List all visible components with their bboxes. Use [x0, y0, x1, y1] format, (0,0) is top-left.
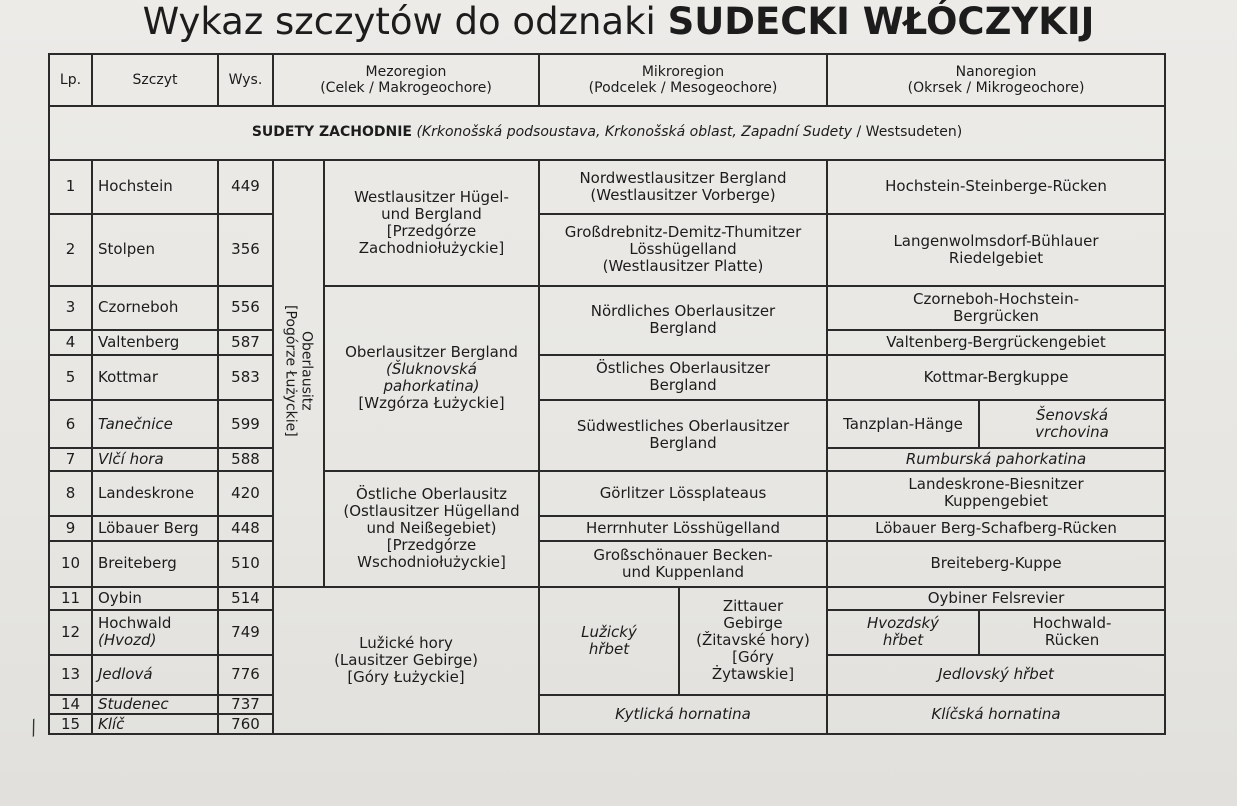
table-row — [49, 587, 1165, 610]
nano-tanzplan: Tanzplan-Hänge — [827, 400, 979, 448]
nano-klicska: Klíčská hornatina — [827, 695, 1165, 734]
mikro-gross-l3: (Westlausitzer Platte) — [602, 257, 764, 276]
nano-lang-l1: Langenwolmsdorf-Bühlauer — [893, 231, 1099, 250]
nano-hochw-l2: Rücken — [1044, 631, 1100, 650]
nano-jedlovsky: Jedlovský hřbet — [827, 655, 1165, 694]
table-row — [49, 516, 1165, 541]
nano-land-l2: Kuppengebiet — [944, 492, 1048, 511]
row-szczyt: Kottmar — [92, 355, 218, 401]
mikro-goerlitzer: Görlitzer Lössplateaus — [539, 471, 827, 517]
mezo-luz-l1: Lužické hory — [359, 633, 453, 652]
title-prefix: Wykaz szczytów do odznaki — [142, 0, 656, 43]
row-wys: 737 — [218, 695, 273, 715]
row-szczyt: Stolpen — [92, 214, 218, 287]
mikro-ostl-l2: Bergland — [649, 376, 717, 395]
row-szczyt — [92, 610, 218, 656]
row-wys: 583 — [218, 355, 273, 401]
mezo-west-l1: Westlausitzer Hügel- — [354, 187, 509, 206]
header-mezoregion-title: Mezoregion — [365, 63, 447, 80]
pen-mark: ⁄ — [26, 716, 42, 740]
table-row — [49, 214, 1165, 287]
row-szczyt: Vlčí hora — [92, 448, 218, 471]
row-lp: 3 — [49, 286, 92, 330]
nano-kottmar: Kottmar-Bergkuppe — [827, 355, 1165, 401]
row-szczyt: Klíč — [92, 714, 218, 734]
row-wys: 749 — [218, 610, 273, 656]
oberlausitz-cell — [273, 160, 324, 587]
mikro-sued-l1: Südwestliches Oberlausitzer — [576, 417, 790, 436]
row-szczyt: Jedlová — [92, 655, 218, 694]
nano-hochstein: Hochstein-Steinberge-Rücken — [827, 160, 1165, 214]
mezo-ost-l4: [Przedgórze — [386, 536, 477, 555]
mikro-kytlicka: Kytlická hornatina — [539, 695, 827, 734]
header-lp: Lp. — [49, 54, 92, 106]
header-mikroregion-title: Mikroregion — [641, 63, 725, 80]
table-row — [49, 355, 1165, 401]
row-wys: 420 — [218, 471, 273, 517]
header-wys: Wys. — [218, 54, 273, 106]
mikro-grossdrebnitz — [539, 214, 827, 287]
row-szczyt-l2: (Hvozd) — [98, 631, 157, 650]
mikro-nw-l2: (Westlausitzer Vorberge) — [590, 185, 776, 204]
mezo-luz-l3: [Góry Łużyckie] — [347, 667, 465, 686]
row-szczyt: Tanečnice — [92, 400, 218, 448]
nano-hvoz-l2: hřbet — [882, 631, 924, 650]
table-row — [49, 160, 1165, 214]
mikro-zittauer-gebirge — [679, 587, 827, 695]
mikro-nord-l1: Nördliches Oberlausitzer — [590, 302, 776, 321]
row-szczyt: Studenec — [92, 695, 218, 715]
header-szczyt: Szczyt — [92, 54, 218, 106]
nano-lang-l2: Riedelgebiet — [948, 248, 1044, 267]
mikro-zitt-l5: Żytawskie] — [711, 665, 795, 684]
row-wys: 587 — [218, 330, 273, 355]
band-rest: / Westsudeten) — [856, 124, 963, 141]
mikro-zitt-l4: [Góry — [732, 648, 774, 667]
mikro-nordwestlausitzer — [539, 160, 827, 214]
row-wys: 510 — [218, 541, 273, 587]
title-badge-name: SUDECKI WŁÓCZYKIJ — [667, 0, 1095, 43]
nano-czor-l2: Bergrücken — [953, 306, 1039, 325]
row-lp: 5 — [49, 355, 92, 401]
mezo-west-l3: [Przedgórze — [386, 221, 477, 240]
header-nanoregion — [827, 54, 1165, 106]
header-row — [49, 54, 1165, 106]
row-wys: 514 — [218, 587, 273, 610]
table-row — [49, 286, 1165, 330]
mikro-gross-l1: Großdrebnitz-Demitz-Thumitzer — [564, 223, 802, 242]
mezo-ober-l1: Oberlausitzer Bergland — [345, 343, 518, 362]
oberlausitz-l2: [Pogórze Łużyckie] — [282, 305, 299, 438]
row-lp: 14 — [49, 695, 92, 715]
mikro-grosssch-l1: Großschönauer Becken- — [593, 545, 773, 564]
nano-breiteberg: Breiteberg-Kuppe — [827, 541, 1165, 587]
table-row — [49, 541, 1165, 587]
row-lp: 2 — [49, 214, 92, 287]
nano-czorneboh — [827, 286, 1165, 330]
row-wys: 356 — [218, 214, 273, 287]
nano-hochwald — [979, 610, 1165, 656]
nano-sen-l1: Šenovská — [1036, 406, 1109, 424]
row-lp: 10 — [49, 541, 92, 587]
mezo-ost-l5: Wschodniołużyckie] — [357, 553, 506, 572]
nano-sen-l2: vrchovina — [1035, 423, 1109, 441]
mikro-gross-l2: Lösshügelland — [629, 240, 737, 259]
header-nanoregion-sub: (Okrsek / Mikrogeochore) — [907, 79, 1085, 96]
row-lp: 9 — [49, 516, 92, 541]
mezo-ober-l4: [Wzgórza Łużyckie] — [358, 394, 505, 413]
row-szczyt: Löbauer Berg — [92, 516, 218, 541]
band-bold: SUDETY ZACHODNIE — [251, 124, 412, 141]
row-lp: 7 — [49, 448, 92, 471]
nano-hochw-l1: Hochwald- — [1032, 614, 1112, 633]
mikro-grosssch-l2: und Kuppenland — [621, 562, 745, 581]
band-sudety-zachodnie — [49, 106, 1165, 160]
oberlausitz-l1: Oberlausitz — [298, 331, 315, 412]
row-lp: 1 — [49, 160, 92, 214]
mezo-oberlausitzer-bergland — [324, 286, 539, 470]
oberlausitz-label — [283, 305, 315, 437]
row-wys: 588 — [218, 448, 273, 471]
row-szczyt: Oybin — [92, 587, 218, 610]
mezo-oestliche-oberlausitz — [324, 471, 539, 587]
nano-loebauer: Löbauer Berg-Schafberg-Rücken — [827, 516, 1165, 541]
nano-land-l1: Landeskrone-Biesnitzer — [908, 475, 1084, 494]
row-szczyt: Hochstein — [92, 160, 218, 214]
nano-landeskrone — [827, 471, 1165, 517]
mezo-ost-l2: (Ostlausitzer Hügelland — [343, 502, 520, 521]
row-lp: 11 — [49, 587, 92, 610]
nano-senovska — [979, 400, 1165, 448]
row-wys: 760 — [218, 714, 273, 734]
row-wys: 599 — [218, 400, 273, 448]
header-nanoregion-title: Nanoregion — [955, 63, 1037, 80]
mikro-sued-l2: Bergland — [649, 434, 717, 453]
mikro-nw-l1: Nordwestlausitzer Bergland — [579, 168, 787, 187]
mezo-west-l2: und Bergland — [381, 204, 482, 223]
peaks-table — [48, 53, 1166, 735]
row-wys: 449 — [218, 160, 273, 214]
mezo-ost-l3: und Neißegebiet) — [366, 519, 497, 538]
band-row — [49, 106, 1165, 160]
nano-hvoz-l1: Hvozdský — [866, 614, 940, 633]
mezo-ober-l3: pahorkatina) — [383, 377, 480, 396]
header-mezoregion-sub: (Celek / Makrogeochore) — [320, 79, 492, 96]
mezo-west-l4: Zachodniołużyckie] — [358, 238, 505, 257]
mezo-westlausitzer — [324, 160, 539, 286]
nano-rumburska: Rumburská pahorkatina — [827, 448, 1165, 471]
mikro-herrnhuter: Herrnhuter Lösshügelland — [539, 516, 827, 541]
row-wys: 776 — [218, 655, 273, 694]
band-italic: (Krkonošská podsoustava, Krkonošská oblast, Zapadní Sudety — [416, 124, 853, 141]
row-szczyt: Breiteberg — [92, 541, 218, 587]
mikro-zitt-l2: Gebirge — [723, 614, 783, 633]
mikro-grossschoenauer — [539, 541, 827, 587]
row-lp: 12 — [49, 610, 92, 656]
mikro-noerdliches — [539, 286, 827, 354]
mezo-luzicke-hory — [273, 587, 539, 734]
table-row — [49, 400, 1165, 448]
page-title — [0, 0, 1237, 44]
nano-czor-l1: Czorneboh-Hochstein- — [913, 289, 1080, 308]
mezo-luz-l2: (Lausitzer Gebirge) — [334, 650, 478, 669]
row-szczyt-l1: Hochwald — [98, 614, 172, 633]
row-lp: 13 — [49, 655, 92, 694]
header-mezoregion — [273, 54, 539, 106]
mikro-luzh-l1: Lužický — [581, 622, 637, 641]
header-mikroregion-sub: (Podcelek / Mesogeochore) — [588, 79, 778, 96]
row-lp: 15 — [49, 714, 92, 734]
table-row — [49, 695, 1165, 715]
nano-hvozdsky — [827, 610, 979, 656]
row-wys: 556 — [218, 286, 273, 330]
row-szczyt: Landeskrone — [92, 471, 218, 517]
row-szczyt: Czorneboh — [92, 286, 218, 330]
mezo-ober-l2: (Šluknovská — [386, 360, 477, 379]
nano-valtenberg: Valtenberg-Bergrückengebiet — [827, 330, 1165, 355]
nano-oybiner: Oybiner Felsrevier — [827, 587, 1165, 610]
mikro-luzh-l2: hřbet — [588, 639, 630, 658]
row-szczyt: Valtenberg — [92, 330, 218, 355]
row-lp: 4 — [49, 330, 92, 355]
row-wys: 448 — [218, 516, 273, 541]
nano-langenwolmsdorf — [827, 214, 1165, 287]
mikro-zitt-l3: (Žitavské hory) — [696, 631, 810, 650]
mikro-oestliches — [539, 355, 827, 401]
mezo-ost-l1: Östliche Oberlausitz — [356, 485, 507, 504]
mikro-zitt-l1: Zittauer — [722, 597, 784, 616]
header-mikroregion — [539, 54, 827, 106]
row-lp: 8 — [49, 471, 92, 517]
mikro-luzicky-hrbet — [539, 587, 679, 695]
mikro-ostl-l1: Östliches Oberlausitzer — [595, 359, 771, 378]
mikro-nord-l2: Bergland — [649, 319, 717, 338]
row-lp: 6 — [49, 400, 92, 448]
table-row — [49, 471, 1165, 517]
mikro-suedwestliches — [539, 400, 827, 470]
